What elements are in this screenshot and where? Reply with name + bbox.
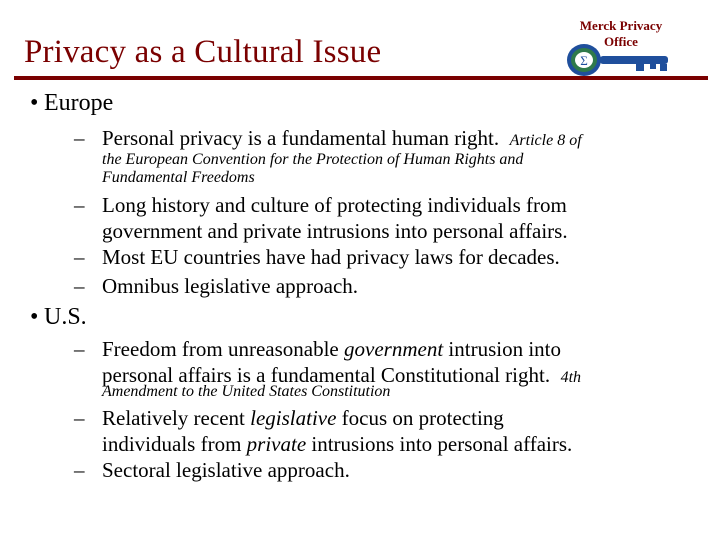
europe-item-1	[76, 125, 582, 154]
dash: –	[74, 126, 85, 150]
bullet-europe	[30, 90, 114, 117]
item-text: focus on protecting	[336, 406, 504, 430]
item-text: Relatively recent	[102, 406, 251, 430]
logo-line-2: Office	[604, 34, 638, 49]
us-citation	[102, 383, 390, 401]
logo-line-1: Merck Privacy	[579, 18, 663, 33]
dash: –	[74, 406, 85, 430]
dash: –	[74, 274, 85, 298]
bullet-label: Europe	[44, 90, 114, 116]
item-text: Freedom from unreasonable	[102, 337, 345, 361]
us-item-2	[76, 405, 572, 457]
dash: –	[74, 458, 85, 482]
europe-item-3	[76, 244, 560, 270]
dash: –	[74, 337, 85, 361]
citation-inline: Article 8 of	[509, 132, 582, 149]
dash: –	[74, 193, 85, 217]
svg-text:Σ: Σ	[580, 53, 588, 68]
europe-citation	[102, 151, 523, 187]
us-item-3	[76, 457, 350, 483]
citation-line: Fundamental Freedoms	[102, 169, 255, 186]
europe-item-2	[76, 192, 568, 244]
citation-line: the European Convention for the Protection of Human Rights and	[102, 151, 524, 168]
item-text: Most EU countries have had privacy laws for decades.	[102, 245, 560, 269]
emphasis: government	[344, 337, 444, 361]
item-text: government and private intrusions into personal affairs.	[102, 219, 568, 243]
item-text: Sectoral legislative approach.	[102, 458, 350, 482]
item-text: intrusion into	[443, 337, 561, 361]
globe-key-icon	[566, 40, 676, 80]
bullet-us	[30, 304, 87, 331]
item-text: intrusions into personal affairs.	[306, 432, 573, 456]
bullet-dot: •	[30, 90, 39, 116]
citation-inline: 4th	[560, 369, 582, 386]
item-text: Omnibus legislative approach.	[102, 274, 359, 298]
europe-item-4	[76, 273, 358, 299]
item-text: Long history and culture of protecting individuals from	[102, 193, 567, 217]
item-text: individuals from	[102, 432, 247, 456]
item-text: personal affairs is a fundamental Constitutional right.	[102, 363, 551, 387]
citation-line: Amendment to the United States Constitution	[102, 383, 391, 400]
emphasis: legislative	[250, 406, 337, 430]
emphasis: private	[246, 432, 307, 456]
dash: –	[74, 245, 85, 269]
slide-title: Privacy as a Cultural Issue	[24, 34, 382, 70]
item-text: Personal privacy is a fundamental human right.	[102, 126, 500, 150]
bullet-label: U.S.	[44, 304, 87, 330]
bullet-dot: •	[30, 304, 39, 330]
